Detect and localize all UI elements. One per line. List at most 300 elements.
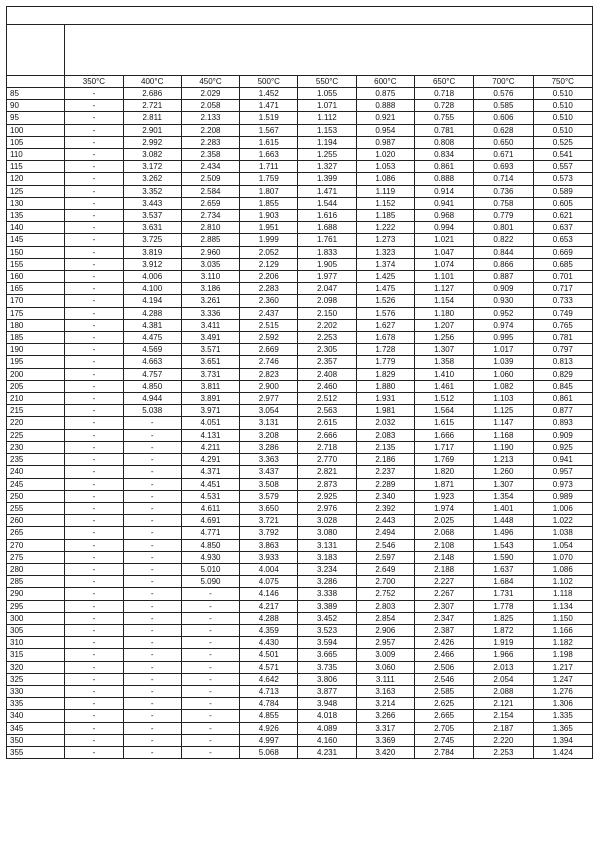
table-cell: 2.885 <box>181 234 239 246</box>
table-row <box>7 539 593 551</box>
table-cell: 0.952 <box>474 307 533 319</box>
table-cell: 2.121 <box>474 698 533 710</box>
table-cell: 1.335 <box>533 710 592 722</box>
row-label: 175 <box>7 307 65 319</box>
table-cell: 2.392 <box>356 502 414 514</box>
table-cell: 4.855 <box>240 710 298 722</box>
table-row <box>7 210 593 222</box>
table-cell: 0.888 <box>356 100 414 112</box>
table-cell: 4.100 <box>123 283 181 295</box>
table-cell: 3.060 <box>356 661 414 673</box>
table-cell: 3.035 <box>181 258 239 270</box>
table-cell: 1.424 <box>533 746 592 758</box>
table-cell: - <box>65 673 123 685</box>
table-cell: 0.557 <box>533 161 592 173</box>
table-cell: 2.098 <box>298 295 356 307</box>
table-cell: 2.025 <box>414 515 473 527</box>
column-header: 400°C <box>123 76 181 88</box>
table-cell: 3.948 <box>298 698 356 710</box>
table-cell: 0.525 <box>533 136 592 148</box>
table-cell: 2.206 <box>240 271 298 283</box>
row-label: 300 <box>7 612 65 624</box>
table-cell: 2.129 <box>240 258 298 270</box>
table-cell: - <box>65 393 123 405</box>
table-cell: 0.749 <box>533 307 592 319</box>
table-cell: 1.627 <box>356 319 414 331</box>
table-cell: 2.186 <box>356 454 414 466</box>
table-cell: 1.871 <box>414 478 473 490</box>
table-cell: 3.262 <box>123 173 181 185</box>
table-cell: 3.261 <box>181 295 239 307</box>
table-title-row <box>7 7 593 25</box>
table-cell: 2.360 <box>240 295 298 307</box>
table-cell: 4.475 <box>123 332 181 344</box>
table-cell: - <box>181 710 239 722</box>
table-cell: 4.006 <box>123 271 181 283</box>
table-cell: 4.075 <box>240 576 298 588</box>
table-cell: 1.276 <box>533 685 592 697</box>
column-header: 600°C <box>356 76 414 88</box>
row-label: 280 <box>7 563 65 575</box>
table-cell: - <box>65 173 123 185</box>
table-cell: 4.089 <box>298 722 356 734</box>
table-cell: 3.336 <box>181 307 239 319</box>
table-cell: 0.887 <box>474 271 533 283</box>
table-cell: 4.288 <box>240 612 298 624</box>
table-cell: 1.374 <box>356 258 414 270</box>
table-cell: - <box>123 637 181 649</box>
table-cell: 1.905 <box>298 258 356 270</box>
table-cell: 2.734 <box>181 210 239 222</box>
table-row <box>7 344 593 356</box>
table-cell: 0.822 <box>474 234 533 246</box>
table-cell: 0.914 <box>414 185 473 197</box>
table-cell: 1.103 <box>474 393 533 405</box>
table-cell: - <box>123 710 181 722</box>
table-row <box>7 563 593 575</box>
column-header: 550°C <box>298 76 356 88</box>
table-cell: 0.861 <box>533 393 592 405</box>
table-header-row <box>7 25 593 76</box>
table-row <box>7 271 593 283</box>
table-cell: 1.112 <box>298 112 356 124</box>
table-cell: 1.966 <box>474 649 533 661</box>
table-cell: 2.466 <box>414 649 473 661</box>
table-cell: 2.721 <box>123 100 181 112</box>
table-cell: 2.340 <box>356 490 414 502</box>
row-label: 290 <box>7 588 65 600</box>
table-cell: 1.101 <box>414 271 473 283</box>
column-header: 650°C <box>414 76 473 88</box>
table-cell: 3.286 <box>298 576 356 588</box>
table-cell: 3.286 <box>240 441 298 453</box>
table-cell: 3.571 <box>181 344 239 356</box>
table-cell: 0.930 <box>474 295 533 307</box>
table-cell: - <box>65 368 123 380</box>
table-cell: 0.941 <box>414 197 473 209</box>
table-cell: 2.054 <box>474 673 533 685</box>
table-cell: - <box>123 673 181 685</box>
table-cell: 3.338 <box>298 588 356 600</box>
table-cell: 2.058 <box>181 100 239 112</box>
table-cell: 4.944 <box>123 393 181 405</box>
table-cell: - <box>123 746 181 758</box>
table-cell: 2.770 <box>298 454 356 466</box>
table-cell: 3.452 <box>298 612 356 624</box>
table-cell: 4.663 <box>123 356 181 368</box>
table-cell: 3.594 <box>298 637 356 649</box>
table-cell: 0.877 <box>533 405 592 417</box>
table-cell: 2.289 <box>356 478 414 490</box>
column-header: 350°C <box>65 76 123 88</box>
table-cell: - <box>65 283 123 295</box>
table-cell: 0.909 <box>533 429 592 441</box>
row-label: 350 <box>7 734 65 746</box>
table-cell: 2.960 <box>181 246 239 258</box>
table-cell: 3.411 <box>181 319 239 331</box>
table-cell: - <box>123 454 181 466</box>
table-cell: 2.108 <box>414 539 473 551</box>
table-cell: 1.728 <box>356 344 414 356</box>
table-cell: - <box>65 527 123 539</box>
table-row <box>7 429 593 441</box>
table-cell: - <box>65 746 123 758</box>
table-cell: 4.288 <box>123 307 181 319</box>
table-row <box>7 246 593 258</box>
table-cell: 0.576 <box>474 88 533 100</box>
table-cell: 1.711 <box>240 161 298 173</box>
table-cell: 2.133 <box>181 112 239 124</box>
table-cell: 0.954 <box>356 124 414 136</box>
table-row <box>7 661 593 673</box>
table-cell: 2.992 <box>123 136 181 148</box>
table-cell: - <box>65 405 123 417</box>
table-cell: 0.834 <box>414 149 473 161</box>
table-cell: 2.977 <box>240 393 298 405</box>
table-cell: 0.829 <box>533 368 592 380</box>
table-row <box>7 722 593 734</box>
table-cell: 1.779 <box>356 356 414 368</box>
table-cell: 1.452 <box>240 88 298 100</box>
table-cell: 1.053 <box>356 161 414 173</box>
table-cell: 2.625 <box>414 698 473 710</box>
table-cell: - <box>123 600 181 612</box>
table-cell: 2.408 <box>298 368 356 380</box>
table-cell: - <box>65 112 123 124</box>
table-cell: - <box>123 429 181 441</box>
data-table <box>6 6 593 759</box>
row-label: 330 <box>7 685 65 697</box>
table-cell: 3.131 <box>298 539 356 551</box>
column-header-row <box>7 76 593 88</box>
table-cell: - <box>181 624 239 636</box>
table-cell: 1.354 <box>474 490 533 502</box>
table-cell: - <box>123 502 181 514</box>
table-cell: 4.291 <box>181 454 239 466</box>
table-cell: 0.510 <box>533 100 592 112</box>
row-label: 105 <box>7 136 65 148</box>
table-row <box>7 197 593 209</box>
table-cell: 2.358 <box>181 149 239 161</box>
table-cell: 2.901 <box>123 124 181 136</box>
row-label: 140 <box>7 222 65 234</box>
table-cell: - <box>65 649 123 661</box>
table-cell: - <box>65 685 123 697</box>
table-row <box>7 624 593 636</box>
table-row <box>7 319 593 331</box>
table-cell: - <box>65 197 123 209</box>
table-cell: 2.443 <box>356 515 414 527</box>
table-row <box>7 136 593 148</box>
table-cell: 1.684 <box>474 576 533 588</box>
table-cell: - <box>65 356 123 368</box>
table-cell: 2.237 <box>356 466 414 478</box>
table-cell: 1.365 <box>533 722 592 734</box>
table-row <box>7 393 593 405</box>
table-cell: 0.866 <box>474 258 533 270</box>
table-cell: 4.930 <box>181 551 239 563</box>
table-cell: 0.693 <box>474 161 533 173</box>
table-row <box>7 100 593 112</box>
table-cell: 4.381 <box>123 319 181 331</box>
row-label: 85 <box>7 88 65 100</box>
table-cell: - <box>181 600 239 612</box>
table-row <box>7 380 593 392</box>
row-label: 165 <box>7 283 65 295</box>
row-label: 325 <box>7 673 65 685</box>
table-cell: 1.213 <box>474 454 533 466</box>
table-cell: 2.665 <box>414 710 473 722</box>
table-cell: 0.781 <box>533 332 592 344</box>
table-cell: 3.214 <box>356 698 414 710</box>
row-label: 225 <box>7 429 65 441</box>
table-cell: 1.118 <box>533 588 592 600</box>
table-cell: - <box>181 746 239 758</box>
table-cell: 2.052 <box>240 246 298 258</box>
table-cell: 2.686 <box>123 88 181 100</box>
row-label: 340 <box>7 710 65 722</box>
row-label: 170 <box>7 295 65 307</box>
table-cell: 0.510 <box>533 112 592 124</box>
table-row <box>7 649 593 661</box>
table-cell: 1.086 <box>533 563 592 575</box>
table-cell: 2.746 <box>240 356 298 368</box>
table-row <box>7 173 593 185</box>
row-label: 210 <box>7 393 65 405</box>
table-cell: - <box>123 515 181 527</box>
table-cell: 4.451 <box>181 478 239 490</box>
table-cell: - <box>65 478 123 490</box>
table-cell: 4.713 <box>240 685 298 697</box>
table-cell: - <box>65 661 123 673</box>
row-label: 275 <box>7 551 65 563</box>
table-cell: 2.494 <box>356 527 414 539</box>
table-cell: 1.038 <box>533 527 592 539</box>
table-cell: 4.217 <box>240 600 298 612</box>
table-cell: 3.028 <box>298 515 356 527</box>
table-cell: 1.471 <box>298 185 356 197</box>
table-cell: - <box>181 612 239 624</box>
table-cell: 1.222 <box>356 222 414 234</box>
table-cell: 1.759 <box>240 173 298 185</box>
table-cell: 1.717 <box>414 441 473 453</box>
table-cell: - <box>65 576 123 588</box>
table-cell: - <box>181 661 239 673</box>
table-cell: 2.666 <box>298 429 356 441</box>
table-cell: 0.606 <box>474 112 533 124</box>
table-cell: 1.017 <box>474 344 533 356</box>
table-cell: 1.102 <box>533 576 592 588</box>
table-cell: - <box>65 222 123 234</box>
table-cell: 1.194 <box>298 136 356 148</box>
table-cell: 1.119 <box>356 185 414 197</box>
table-cell: 2.202 <box>298 319 356 331</box>
table-cell: 2.253 <box>298 332 356 344</box>
table-cell: 2.387 <box>414 624 473 636</box>
table-cell: - <box>123 551 181 563</box>
table-row <box>7 588 593 600</box>
table-cell: 0.968 <box>414 210 473 222</box>
table-cell: 2.032 <box>356 417 414 429</box>
table-cell: 2.957 <box>356 637 414 649</box>
table-cell: 0.994 <box>414 222 473 234</box>
table-row <box>7 466 593 478</box>
table-cell: 1.125 <box>474 405 533 417</box>
table-cell: 2.563 <box>298 405 356 417</box>
empty-header-cell <box>65 25 593 76</box>
table-cell: - <box>65 185 123 197</box>
table-cell: 0.589 <box>533 185 592 197</box>
table-cell: 2.669 <box>240 344 298 356</box>
table-cell: 3.721 <box>240 515 298 527</box>
row-label: 145 <box>7 234 65 246</box>
table-cell: 3.186 <box>181 283 239 295</box>
table-cell: 3.579 <box>240 490 298 502</box>
table-cell: 3.792 <box>240 527 298 539</box>
table-cell: 0.621 <box>533 210 592 222</box>
table-cell: 1.981 <box>356 405 414 417</box>
table-cell: 5.090 <box>181 576 239 588</box>
table-row <box>7 161 593 173</box>
table-cell: 2.307 <box>414 600 473 612</box>
row-label: 130 <box>7 197 65 209</box>
table-cell: 2.718 <box>298 441 356 453</box>
table-row <box>7 417 593 429</box>
table-cell: 3.234 <box>298 563 356 575</box>
table-cell: 2.227 <box>414 576 473 588</box>
table-cell: 1.496 <box>474 527 533 539</box>
table-cell: 1.923 <box>414 490 473 502</box>
table-cell: 1.307 <box>414 344 473 356</box>
table-cell: 1.190 <box>474 441 533 453</box>
table-cell: 3.363 <box>240 454 298 466</box>
table-cell: 1.410 <box>414 368 473 380</box>
table-row <box>7 222 593 234</box>
table-row <box>7 600 593 612</box>
table-row <box>7 124 593 136</box>
table-cell: 0.758 <box>474 197 533 209</box>
table-cell: - <box>65 539 123 551</box>
table-row <box>7 746 593 758</box>
table-cell: - <box>65 551 123 563</box>
table-cell: - <box>65 417 123 429</box>
table-cell: 4.757 <box>123 368 181 380</box>
table-cell: 1.919 <box>474 637 533 649</box>
table-cell: 0.925 <box>533 441 592 453</box>
table-row <box>7 576 593 588</box>
table-cell: 1.054 <box>533 539 592 551</box>
column-header: 450°C <box>181 76 239 88</box>
table-cell: - <box>65 441 123 453</box>
table-cell: 4.611 <box>181 502 239 514</box>
table-cell: 2.068 <box>414 527 473 539</box>
table-cell: 3.491 <box>181 332 239 344</box>
table-cell: 0.650 <box>474 136 533 148</box>
row-label: 355 <box>7 746 65 758</box>
table-cell: 1.974 <box>414 502 473 514</box>
table-cell: 2.347 <box>414 612 473 624</box>
table-cell: 2.047 <box>298 283 356 295</box>
table-cell: 0.801 <box>474 222 533 234</box>
table-cell: 0.813 <box>533 356 592 368</box>
table-cell: - <box>65 319 123 331</box>
table-cell: 4.371 <box>181 466 239 478</box>
table-row <box>7 332 593 344</box>
row-label: 235 <box>7 454 65 466</box>
table-cell: 3.266 <box>356 710 414 722</box>
table-cell: 1.663 <box>240 149 298 161</box>
table-cell: 2.925 <box>298 490 356 502</box>
table-cell: 2.873 <box>298 478 356 490</box>
table-cell: 3.933 <box>240 551 298 563</box>
table-cell: 1.526 <box>356 295 414 307</box>
empty-label-header <box>7 76 65 88</box>
table-row <box>7 441 593 453</box>
table-cell: - <box>65 234 123 246</box>
table-cell: 2.546 <box>414 673 473 685</box>
table-cell: 2.148 <box>414 551 473 563</box>
table-cell: 3.183 <box>298 551 356 563</box>
table-cell: 1.394 <box>533 734 592 746</box>
table-cell: 1.039 <box>474 356 533 368</box>
table-cell: - <box>65 600 123 612</box>
table-cell: 0.941 <box>533 454 592 466</box>
table-cell: - <box>65 490 123 502</box>
table-cell: 2.546 <box>356 539 414 551</box>
table-cell: 0.510 <box>533 124 592 136</box>
table-cell: 1.688 <box>298 222 356 234</box>
table-cell: 3.009 <box>356 649 414 661</box>
table-cell: 3.863 <box>240 539 298 551</box>
table-row <box>7 734 593 746</box>
table-cell: - <box>123 417 181 429</box>
table-cell: 3.912 <box>123 258 181 270</box>
table-cell: 3.420 <box>356 746 414 758</box>
table-cell: 4.784 <box>240 698 298 710</box>
table-cell: 0.510 <box>533 88 592 100</box>
table-cell: 2.305 <box>298 344 356 356</box>
table-cell: 2.597 <box>356 551 414 563</box>
table-row <box>7 405 593 417</box>
table-cell: - <box>65 710 123 722</box>
table-cell: 1.168 <box>474 429 533 441</box>
table-row <box>7 515 593 527</box>
table-cell: 0.755 <box>414 112 473 124</box>
row-label: 180 <box>7 319 65 331</box>
table-cell: 1.255 <box>298 149 356 161</box>
table-cell: - <box>123 649 181 661</box>
table-cell: - <box>65 698 123 710</box>
